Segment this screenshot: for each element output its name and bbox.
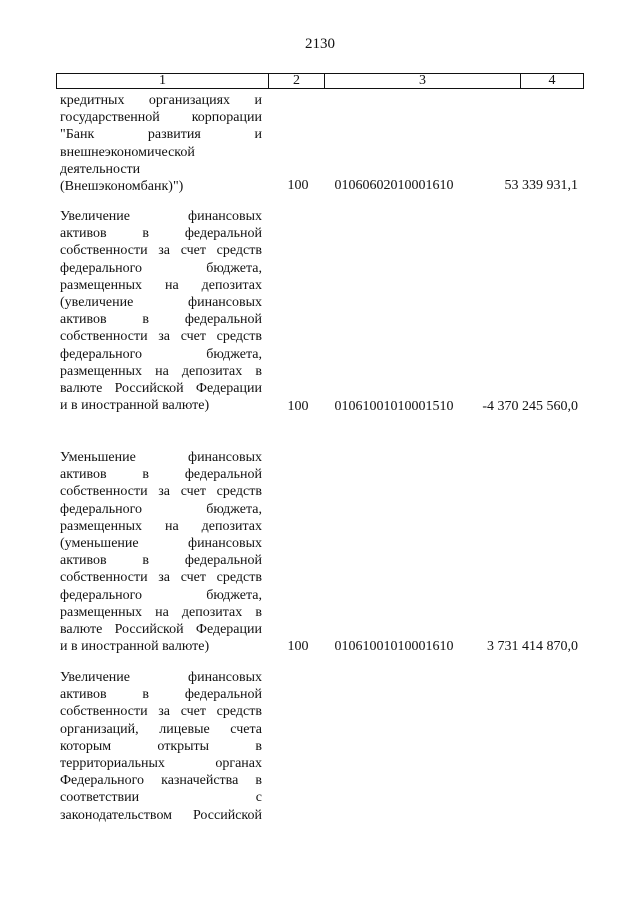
description-line: активов в федеральной [60,226,262,242]
header-col-1: 1 [57,74,269,88]
description-line: деятельности [60,161,141,177]
description-line: и в иностранной валюте) [60,639,210,655]
description-line: организаций, лицевые счета [60,721,262,737]
description-line: "Банк развития и [60,127,262,143]
description-line: размещенных на депозитах в [60,363,262,379]
description-line: валюте Российской Федерации [60,621,262,637]
description-line: федерального бюджета, [60,346,262,362]
description-line: федерального бюджета, [60,501,262,517]
header-col-2: 2 [269,74,325,88]
row-description [60,208,262,414]
description-line: собственности за счет средств [60,484,262,500]
budget-code: 01060602010001610 [334,178,454,193]
amount: 53 339 931,1 [504,178,578,193]
table-header-row [56,73,584,89]
description-line: федерального бюджета, [60,587,262,603]
description-line: собственности за счет средств [60,570,262,586]
row-description [60,92,262,195]
description-line: размещенных на депозитах [60,277,262,293]
budget-code: 01061001010001610 [334,639,454,654]
description-line: Увеличение финансовых [60,209,262,224]
description-line: территориальных органах [60,755,262,771]
description-line: кредитных организациях и [60,93,262,108]
description-line: собственности за счет средств [60,704,262,720]
description-line: собственности за счет средств [60,329,262,345]
description-line: (Внешэкономбанк)") [60,178,184,194]
budget-code: 01061001010001510 [334,399,454,414]
description-line: активов в федеральной [60,553,262,569]
description-line: размещенных на депозитах [60,518,262,534]
description-line: валюте Российской Федерации [60,380,262,396]
header-col-4: 4 [548,73,556,88]
description-line: Уменьшение финансовых [60,450,262,465]
admin-code: 100 [287,639,309,654]
amount: -4 370 245 560,0 [482,399,578,414]
description-line: размещенных на депозитах в [60,604,262,620]
description-line: (увеличение финансовых [60,294,262,310]
admin-code: 100 [287,399,309,414]
description-line: Увеличение финансовых [60,670,262,685]
description-line: и в иностранной валюте) [60,398,210,414]
description-line: внешнеэкономической [60,144,195,160]
description-line: законодательством Российской [60,807,262,823]
admin-code: 100 [287,178,309,193]
description-line: Федерального казначейства в [60,773,262,789]
row-description [60,449,262,655]
description-line: соответствии с [60,790,262,806]
description-line: активов в федеральной [60,687,262,703]
description-line: государственной корпорации [60,110,262,126]
description-line: активов в федеральной [60,467,262,483]
row-description [60,669,262,824]
page-number: 2130 [305,36,335,52]
description-line: федерального бюджета, [60,260,262,276]
header-col-3: 3 [325,74,521,88]
description-line: собственности за счет средств [60,243,262,259]
description-line: активов в федеральной [60,312,262,328]
amount: 3 731 414 870,0 [487,639,578,654]
description-line: которым открыты в [60,738,262,754]
description-line: (уменьшение финансовых [60,535,262,551]
